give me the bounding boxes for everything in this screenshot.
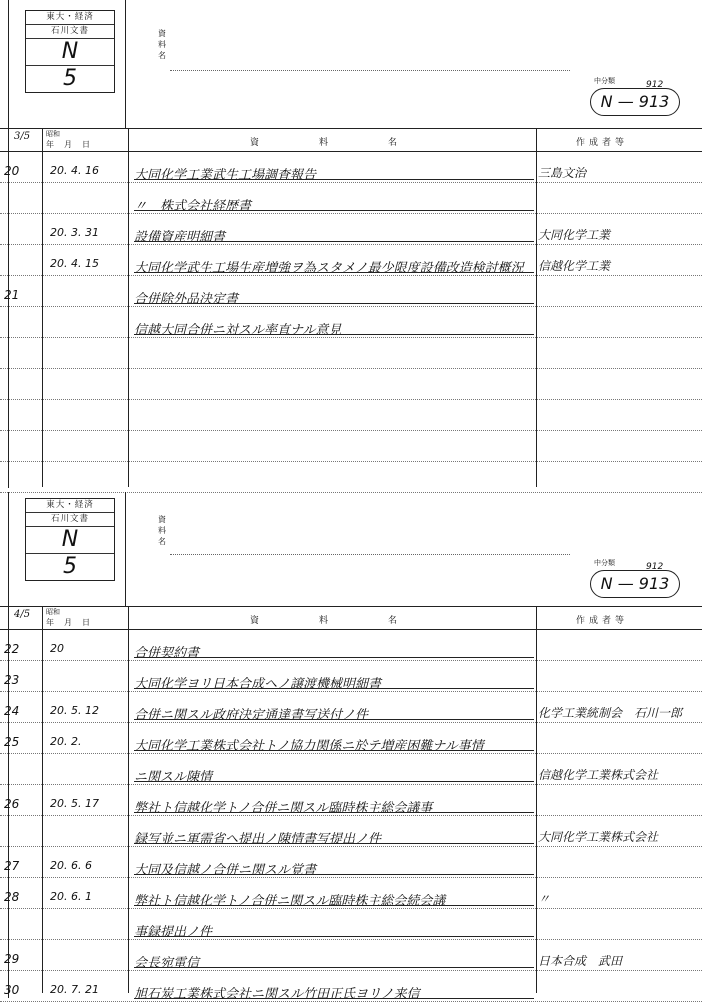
title-underline: [134, 210, 534, 211]
table-row: [0, 878, 702, 909]
title-underline: [134, 303, 534, 304]
title-underline: [134, 179, 534, 180]
record-number: 28: [4, 890, 20, 904]
record-author: 大同化学工業: [538, 228, 611, 242]
table-row: [0, 276, 702, 307]
table-row: [0, 754, 702, 785]
record-title: 設備資産明細書: [134, 230, 226, 245]
table-row: [0, 369, 702, 400]
record-title: 旭石炭工業株式会社ニ関スル竹田正氏ヨリノ来信: [134, 987, 420, 1002]
record-date: 20. 5. 17: [50, 797, 99, 810]
record-number: 20: [4, 164, 20, 178]
table-header: [0, 607, 702, 630]
record-title: 合併除外品決定書: [134, 292, 239, 307]
table-row: [0, 630, 702, 661]
record-title: 弊社ト信越化学トノ合併ニ関スル臨時株主総会議事: [134, 801, 433, 816]
record-number: 25: [4, 735, 20, 749]
title-underline: [134, 334, 534, 335]
name-header: 資料名: [250, 616, 458, 626]
title-underline: [134, 998, 534, 999]
record-number: 26: [4, 797, 20, 811]
author-header: 作成者等: [576, 138, 629, 148]
record-title: 〃 株式会社経歴書: [134, 199, 252, 214]
archive-stamp: [25, 498, 115, 581]
table-row: [0, 431, 702, 462]
classification-caption: 中分類: [594, 559, 615, 567]
table-header: [0, 129, 702, 152]
table-row: [0, 462, 702, 493]
classification-box: [588, 558, 684, 598]
record-number: 24: [4, 704, 20, 718]
table-row: [0, 214, 702, 245]
record-title: 録写並ニ軍需省ヘ提出ノ陳情書写提出ノ件: [134, 832, 382, 847]
record-title: 大同化学ヨリ日本合成ヘノ譲渡機械明細書: [134, 677, 382, 692]
record-title: 会長宛電信: [134, 956, 200, 971]
record-date: 20. 5. 12: [50, 704, 99, 717]
card-fraction: 4/5: [14, 609, 31, 620]
record-author: 日本合成 武田: [538, 954, 623, 968]
stamp-number: 5: [26, 65, 114, 92]
table-row: [0, 816, 702, 847]
record-date: 20. 6. 6: [50, 859, 92, 872]
era-label: 昭和: [46, 608, 60, 616]
catalog-card-2: [0, 492, 702, 1002]
record-table: [0, 128, 702, 493]
title-underline: [134, 781, 534, 782]
name-header: 資料名: [250, 138, 458, 148]
record-number: 27: [4, 859, 20, 873]
title-underline: [134, 812, 534, 813]
table-row: [0, 400, 702, 431]
record-title: 信越大同合併ニ対スル率直ナル意見: [134, 323, 342, 338]
classification-code: N — 913: [590, 570, 680, 598]
stamp-number: 5: [26, 553, 114, 580]
title-underline: [134, 241, 534, 242]
field-line: [170, 554, 570, 555]
record-title: 弊社ト信越化学トノ合併ニ関スル臨時株主総会続会議: [134, 894, 446, 909]
field-label: 資 料 名: [158, 515, 166, 546]
title-underline: [134, 843, 534, 844]
title-underline: [134, 272, 534, 273]
record-title: 大同及信越ノ合併ニ関スル覚書: [134, 863, 317, 878]
record-author: 〃: [538, 892, 551, 906]
classification-superscript: 912: [646, 562, 664, 572]
era-label: 昭和: [46, 130, 60, 138]
record-author: 大同化学工業株式会社: [538, 830, 659, 844]
record-number: 21: [4, 288, 20, 302]
record-author: 三島文治: [538, 166, 587, 180]
stamp-institution: 東大・経済: [26, 499, 114, 513]
record-author: 信越化学工業: [538, 259, 611, 273]
table-row: [0, 847, 702, 878]
field-line: [170, 70, 570, 71]
record-number: 29: [4, 952, 20, 966]
table-row: [0, 940, 702, 971]
table-row: [0, 785, 702, 816]
table-rows: [0, 152, 702, 493]
stamp-institution: 東大・経済: [26, 11, 114, 25]
title-underline: [134, 719, 534, 720]
table-row: [0, 338, 702, 369]
column-divider: [42, 607, 43, 993]
record-date: 20. 3. 31: [50, 226, 99, 239]
archive-stamp: [25, 10, 115, 93]
column-divider: [42, 129, 43, 487]
stamp-collection: 石川文書: [26, 513, 114, 527]
title-underline: [134, 750, 534, 751]
title-underline: [134, 967, 534, 968]
author-header: 作成者等: [576, 616, 629, 626]
table-rows: [0, 630, 702, 1002]
table-row: [0, 692, 702, 723]
table-row: [0, 152, 702, 183]
column-divider: [128, 129, 129, 487]
title-underline: [134, 905, 534, 906]
table-row: [0, 971, 702, 1002]
date-header: 年月日: [46, 140, 100, 149]
record-title: 事録提出ノ件: [134, 925, 213, 940]
card-fraction: 3/5: [14, 131, 31, 142]
title-underline: [134, 688, 534, 689]
classification-caption: 中分類: [594, 77, 615, 85]
header-divider: [125, 492, 126, 606]
table-row: [0, 183, 702, 214]
stamp-collection: 石川文書: [26, 25, 114, 39]
record-author: 化学工業統制会 石川一郎: [538, 706, 683, 720]
record-author: 信越化学工業株式会社: [538, 768, 659, 782]
table-row: [0, 723, 702, 754]
column-divider: [128, 607, 129, 993]
record-date: 20: [50, 642, 64, 655]
table-row: [0, 307, 702, 338]
record-number: 22: [4, 642, 20, 656]
record-title: 合併ニ関スル政府決定通達書写送付ノ件: [134, 708, 369, 723]
header-divider: [125, 0, 126, 128]
table-row: [0, 661, 702, 692]
record-date: 20. 4. 16: [50, 164, 99, 177]
record-number: 23: [4, 673, 20, 687]
stamp-series: N: [61, 39, 79, 64]
title-underline: [134, 874, 534, 875]
field-label: 資 料 名: [158, 29, 166, 60]
record-title: 大同化学工業株式会社トノ協力関係ニ於テ増産困難ナル事情: [134, 739, 484, 754]
record-date: 20. 2.: [50, 735, 82, 748]
date-header: 年月日: [46, 618, 100, 627]
record-date: 20. 6. 1: [50, 890, 92, 903]
classification-superscript: 912: [646, 80, 664, 90]
table-row: [0, 909, 702, 940]
record-date: 20. 4. 15: [50, 257, 99, 270]
table-row: [0, 245, 702, 276]
record-title: 大同化学工業武生工場調査報告: [134, 168, 317, 183]
record-number: 30: [4, 983, 20, 997]
stamp-series: N: [61, 527, 79, 552]
record-title: 合併契約書: [134, 646, 200, 661]
catalog-card-1: [0, 0, 702, 488]
column-divider: [536, 607, 537, 993]
title-underline: [134, 936, 534, 937]
classification-code: N — 913: [590, 88, 680, 116]
title-underline: [134, 657, 534, 658]
column-divider: [536, 129, 537, 487]
record-table: [0, 606, 702, 1002]
record-title: 大同化学武生工場生産増強ヲ為スタメノ最少限度設備改造検討概況: [134, 261, 524, 276]
classification-box: [588, 76, 684, 116]
record-title: ニ関スル陳情: [134, 770, 213, 785]
record-date: 20. 7. 21: [50, 983, 99, 996]
